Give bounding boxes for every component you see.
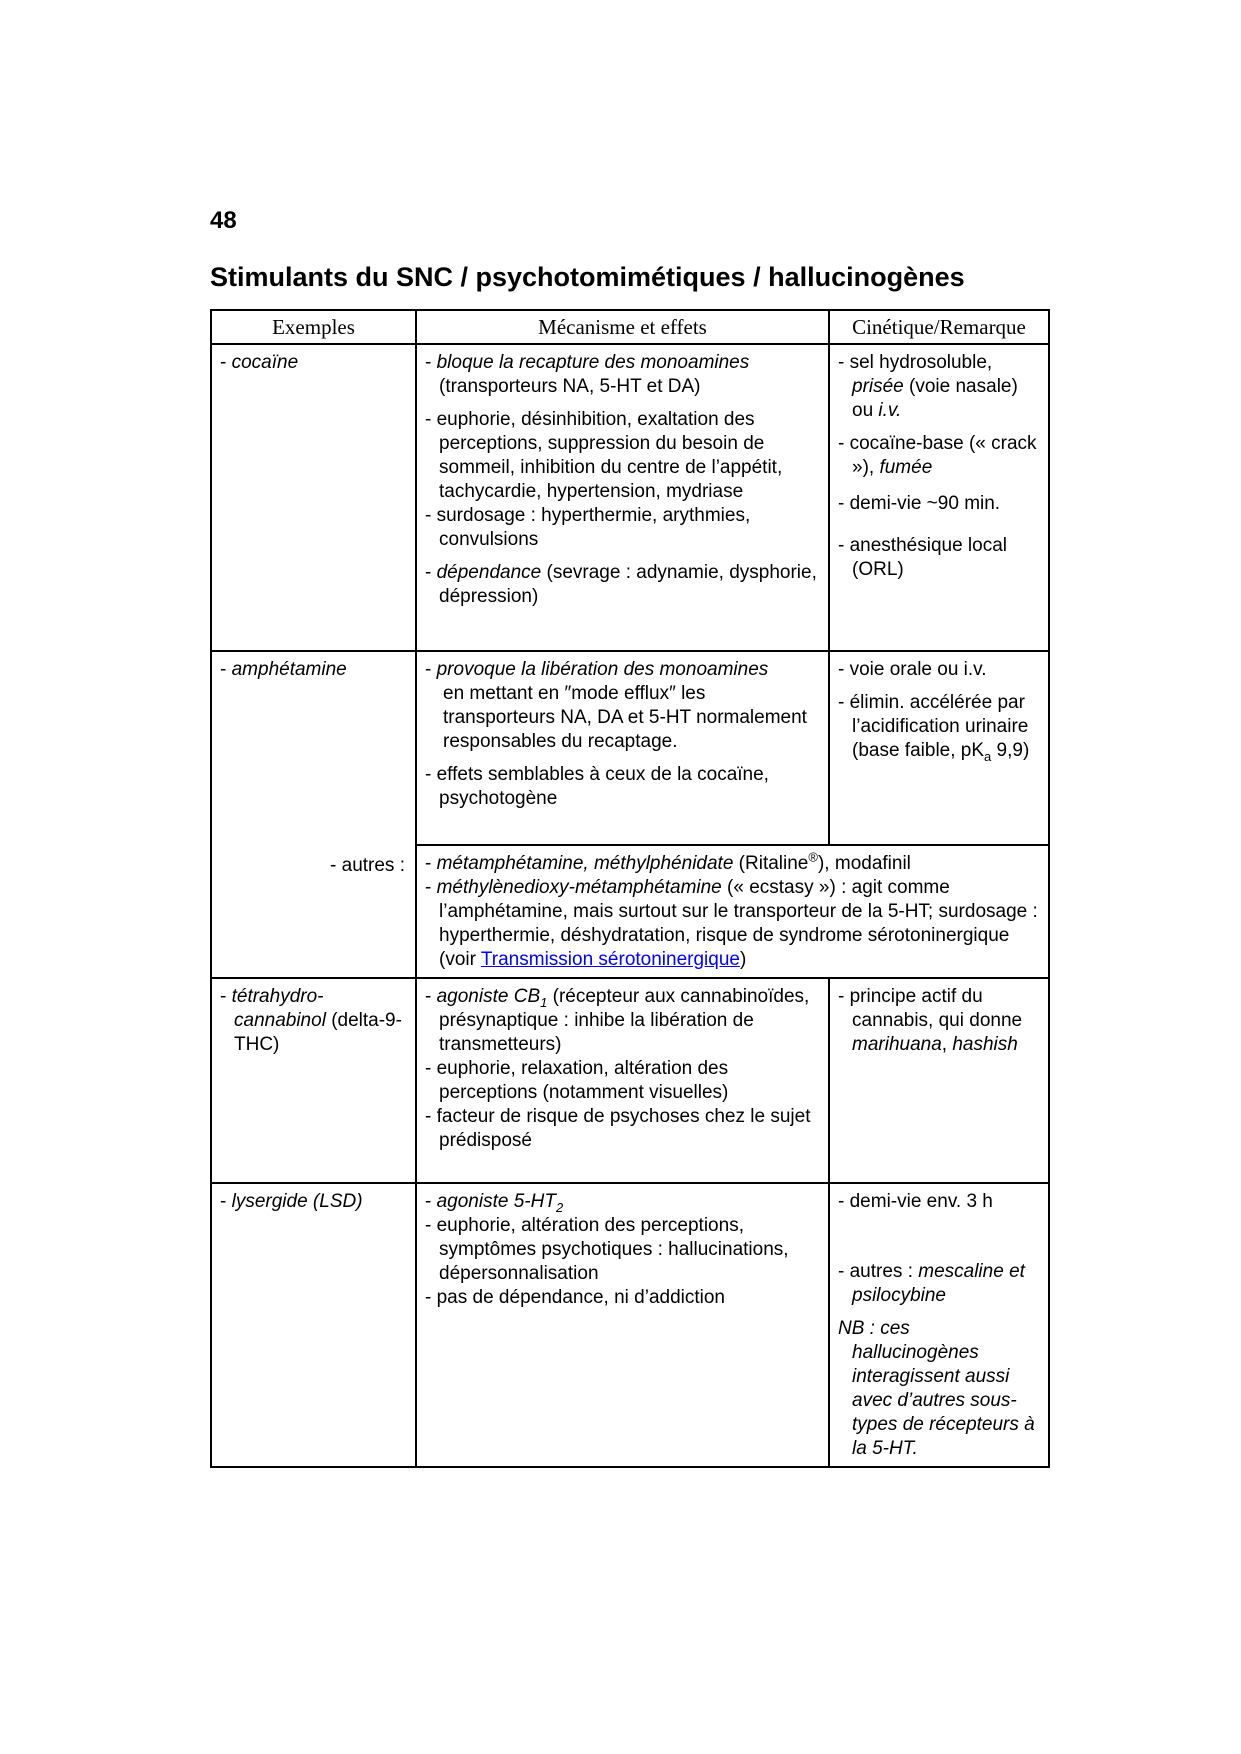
text-segment: - [220, 352, 232, 373]
text-segment: tétrahydro-cannabinol [231, 986, 326, 1031]
bullet-item [425, 1286, 820, 1310]
bullet-item [838, 985, 1040, 1057]
mechanism-cell-cocaine [416, 344, 829, 651]
bullet-item [425, 1105, 820, 1153]
text-segment: - élimin. accélérée par l’acidification urinaire (base faible, pK [838, 692, 1029, 761]
text-segment: - demi-vie env. 3 h [838, 1191, 993, 1212]
bullet-item [425, 985, 820, 1057]
subscript-text: 1 [540, 994, 548, 1010]
bullet-item [425, 561, 820, 609]
bullet-item [425, 408, 820, 504]
text-segment: - autres : [838, 1261, 919, 1282]
text-segment: - principe actif du cannabis, qui donne [838, 986, 1023, 1031]
table-row-amphetamine [211, 651, 1049, 845]
text-segment: - surdosage : hyperthermie, arythmies, convulsions [425, 505, 751, 550]
header-mecanisme: Mécanisme et effets [416, 310, 829, 344]
bullet-item [838, 1190, 1040, 1214]
example-cell-cocaine [211, 344, 416, 651]
kinetics-cell-amphetamine [829, 651, 1049, 845]
bullet-item [425, 763, 820, 811]
header-cinetique: Cinétique/Remarque [829, 310, 1049, 344]
autres-content-cell [416, 845, 1049, 978]
text-segment: - [220, 659, 232, 680]
text-segment: - [425, 562, 437, 583]
text-segment: - anesthésique local (ORL) [838, 535, 1007, 580]
bullet-item [425, 658, 820, 682]
text-segment: amphétamine [231, 659, 347, 680]
text-segment: fumée [879, 457, 933, 478]
page-number: 48 [210, 207, 237, 234]
subscript-text: a [984, 748, 992, 764]
text-segment: - [425, 853, 437, 874]
header-exemples: Exemples [211, 310, 416, 344]
kinetics-cell-cocaine [829, 344, 1049, 651]
text-segment: (« ecstasy ») : agit comme l’amphétamine, mais surtout sur le transporteur de la 5-HT; surdosage : hyperthermie, déshydratation, risque de syndrome sérotoninergique (voir [439, 877, 1038, 970]
bullet-item [425, 876, 1040, 972]
bullet-item [838, 1260, 1040, 1308]
text-segment: - effets semblables à ceux de la cocaïne, psychotogène [425, 764, 769, 809]
text-segment: - [425, 1191, 437, 1212]
bullet-item [425, 1214, 820, 1286]
bullet-item [838, 658, 1040, 682]
mechanism-cell-lsd [416, 1183, 829, 1467]
text-segment: - euphorie, altération des perceptions, symptômes psychotiques : hallucinations, dépersonnalisation [425, 1215, 789, 1284]
text-segment: (Ritaline [733, 853, 809, 874]
text-segment: - facteur de risque de psychoses chez le sujet prédisposé [425, 1106, 811, 1151]
kinetics-cell-lsd [829, 1183, 1049, 1467]
bullet-item [425, 682, 820, 754]
text-segment: 9,9) [991, 740, 1030, 761]
drug-table [210, 309, 1050, 1468]
mechanism-cell-thc [416, 978, 829, 1183]
text-segment: - pas de dépendance, ni d’addiction [425, 1287, 726, 1308]
text-segment: , [941, 1034, 953, 1055]
text-segment: - autres : [330, 855, 405, 876]
bullet-item [425, 1190, 820, 1214]
bullet-item [220, 854, 405, 878]
text-segment: - [425, 659, 437, 680]
example-cell-amphetamine [211, 651, 416, 978]
text-segment: agoniste 5-HT [436, 1191, 556, 1212]
text-segment: dépendance [436, 562, 542, 583]
bullet-item [425, 1057, 820, 1105]
text-segment: - euphorie, désinhibition, exaltation des perceptions, suppression du besoin de sommeil, inhibition du centre de l’appétit, tachycardie, hypertension, mydriase [425, 409, 783, 502]
bullet-item [425, 351, 820, 399]
bullet-item [838, 534, 1040, 582]
bullet-item [425, 504, 820, 552]
bullet-item [220, 985, 407, 1057]
bullet-item [220, 1190, 407, 1214]
table-row-thc [211, 978, 1049, 1183]
bullet-item [838, 492, 1040, 516]
text-segment: - [425, 352, 437, 373]
text-segment: - [425, 986, 437, 1007]
text-segment: NB : ces hallucinogènes interagissent aussi avec d’autres sous-types de récepteurs à la 5-HT. [838, 1318, 1035, 1459]
text-segment: lysergide (LSD) [231, 1191, 363, 1212]
superscript-text: ® [808, 849, 818, 865]
text-segment: agoniste CB [436, 986, 541, 1007]
text-segment: prisée [852, 376, 904, 397]
text-segment: ) [739, 949, 747, 970]
mechanism-cell-amphetamine [416, 651, 829, 845]
text-segment: (récepteur aux cannabinoïdes, présynaptique : inhibe la libération de transmetteurs) [439, 986, 810, 1055]
bullet-item [220, 658, 407, 682]
link-transmission-serotoninergique[interactable]: Transmission sérotoninergique [480, 949, 740, 970]
text-segment: (transporteurs NA, 5-HT et DA) [439, 376, 701, 397]
text-segment: - euphorie, relaxation, altération des perceptions (notamment visuelles) [425, 1058, 729, 1103]
table-header-row [211, 310, 1049, 344]
text-segment: i.v. [878, 400, 902, 421]
text-segment: - cocaïne-base (« crack »), [838, 433, 1037, 478]
subscript-text: 2 [555, 1199, 564, 1215]
bullet-item [838, 432, 1040, 480]
text-segment: ), modafinil [817, 853, 911, 874]
text-segment: - [220, 986, 232, 1007]
text-segment: méthylènedioxy-métamphétamine [436, 877, 722, 898]
table-row-lsd [211, 1183, 1049, 1467]
text-segment: (delta-9-THC) [234, 1010, 402, 1055]
text-segment: hashish [952, 1034, 1018, 1055]
example-cell-thc [211, 978, 416, 1183]
text-segment: (sevrage : adynamie, dysphorie, dépression) [439, 562, 817, 607]
bullet-item [838, 1317, 1040, 1461]
text-segment: - [220, 1191, 232, 1212]
page-title: Stimulants du SNC / psychotomimétiques / hallucinogènes [210, 262, 965, 292]
text-segment: en mettant en ″mode efflux″ les transporteurs NA, DA et 5-HT normalement responsables du recaptage. [443, 683, 807, 752]
kinetics-cell-thc [829, 978, 1049, 1183]
text-segment: marihuana [852, 1034, 942, 1055]
text-segment: bloque la recapture des monoamines [436, 352, 750, 373]
table-row-cocaine [211, 344, 1049, 651]
text-segment: - [425, 877, 437, 898]
text-segment: - demi-vie ~90 min. [838, 493, 1001, 514]
autres-label [220, 854, 407, 878]
text-segment: provoque la libération des monoamines [436, 659, 769, 680]
example-cell-lsd [211, 1183, 416, 1467]
page-content [210, 206, 1048, 1468]
text-segment: - sel hydrosoluble, [838, 352, 993, 373]
bullet-item [220, 351, 407, 375]
bullet-item [425, 849, 1040, 876]
bullet-item [838, 691, 1040, 763]
text-segment: - voie orale ou i.v. [838, 659, 987, 680]
text-segment: métamphétamine, méthylphénidate [436, 853, 734, 874]
amphetamine-label [220, 658, 407, 682]
bullet-item [838, 351, 1040, 423]
text-segment: mescaline et psilocybine [852, 1261, 1025, 1306]
text-segment: cocaïne [231, 352, 299, 373]
text-segment: (voie nasale) ou [852, 376, 1018, 421]
